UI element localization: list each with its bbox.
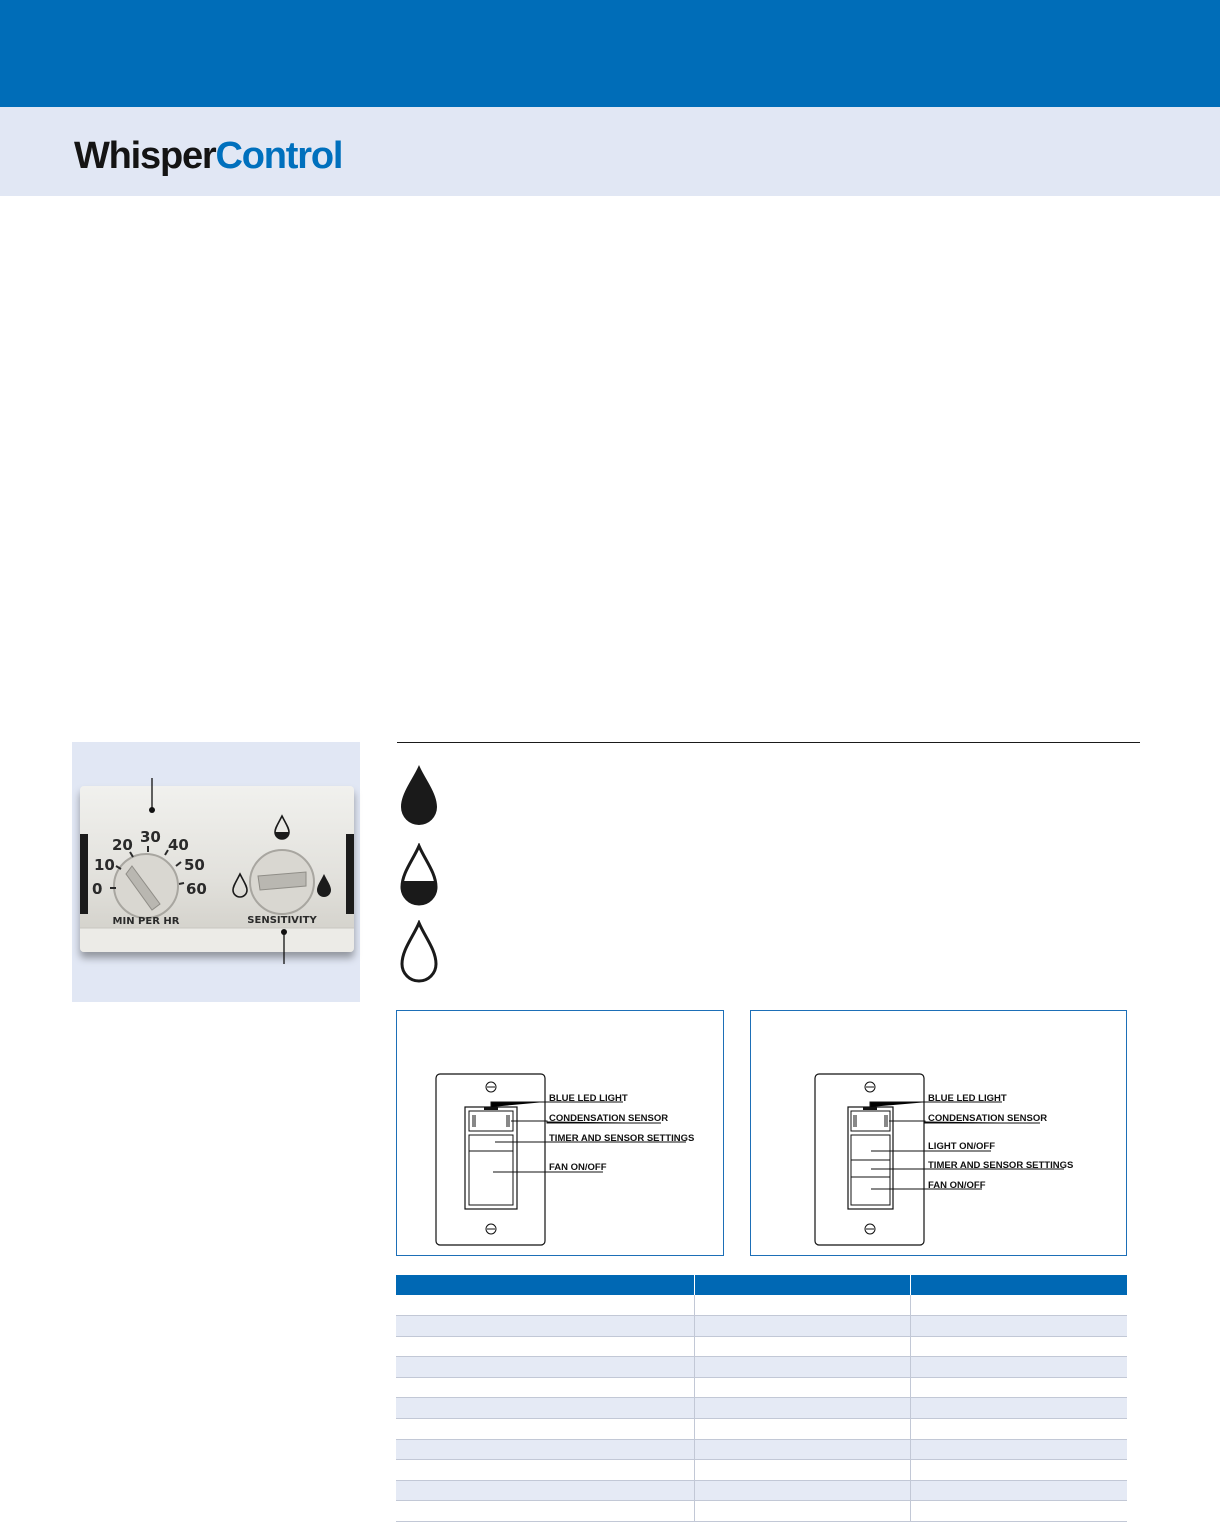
table-row	[396, 1501, 1127, 1522]
tick-0: 0	[92, 880, 103, 898]
table-header-cell	[694, 1275, 910, 1295]
table-header-row	[396, 1275, 1127, 1295]
table-row	[396, 1316, 1127, 1337]
label-condensation-sensor: CONDENSATION SENSOR	[928, 1113, 1048, 1124]
drop-full-icon	[399, 763, 439, 827]
table-row	[396, 1295, 1127, 1316]
table-row	[396, 1480, 1127, 1501]
label-fan-onoff: FAN ON/OFF	[928, 1180, 986, 1191]
table-row	[396, 1377, 1127, 1398]
table-header-cell	[910, 1275, 1127, 1295]
tick-40: 40	[168, 836, 189, 854]
tick-30: 30	[140, 828, 161, 846]
dial-callouts	[72, 742, 360, 1002]
sensitivity-label: SENSITIVITY	[247, 915, 317, 926]
label-light-onoff: LIGHT ON/OFF	[928, 1141, 996, 1152]
header-band	[0, 0, 1220, 107]
table-header-cell	[396, 1275, 694, 1295]
timer-label: MIN PER HR	[112, 916, 180, 927]
table-row	[396, 1439, 1127, 1460]
label-blue-led: BLUE LED LIGHT	[928, 1093, 1007, 1104]
label-timer-settings: TIMER AND SENSOR SETTINGS	[549, 1133, 695, 1144]
tick-50: 50	[184, 856, 205, 874]
label-blue-led: BLUE LED LIGHT	[549, 1093, 628, 1104]
brand-logo: WhisperControl	[74, 135, 343, 177]
switch-drawing-dual	[751, 1011, 1128, 1257]
label-fan-onoff: FAN ON/OFF	[549, 1162, 607, 1173]
table-row	[396, 1419, 1127, 1440]
table-row	[396, 1357, 1127, 1378]
tick-10: 10	[94, 856, 115, 874]
table-row	[396, 1336, 1127, 1357]
switch-drawing-single	[397, 1011, 725, 1257]
tick-20: 20	[112, 836, 133, 854]
dial-panel	[72, 742, 360, 1002]
tick-60: 60	[186, 880, 207, 898]
label-condensation-sensor: CONDENSATION SENSOR	[549, 1113, 669, 1124]
section-rule	[397, 742, 1140, 743]
table-row	[396, 1460, 1127, 1481]
label-timer-settings: TIMER AND SENSOR SETTINGS	[928, 1160, 1074, 1171]
table-row	[396, 1398, 1127, 1419]
drop-empty-icon	[399, 920, 439, 984]
spec-table	[396, 1275, 1127, 1522]
switch-diagram-dual	[750, 1010, 1127, 1256]
drop-half-icon	[399, 843, 439, 907]
switch-diagram-single	[396, 1010, 724, 1256]
